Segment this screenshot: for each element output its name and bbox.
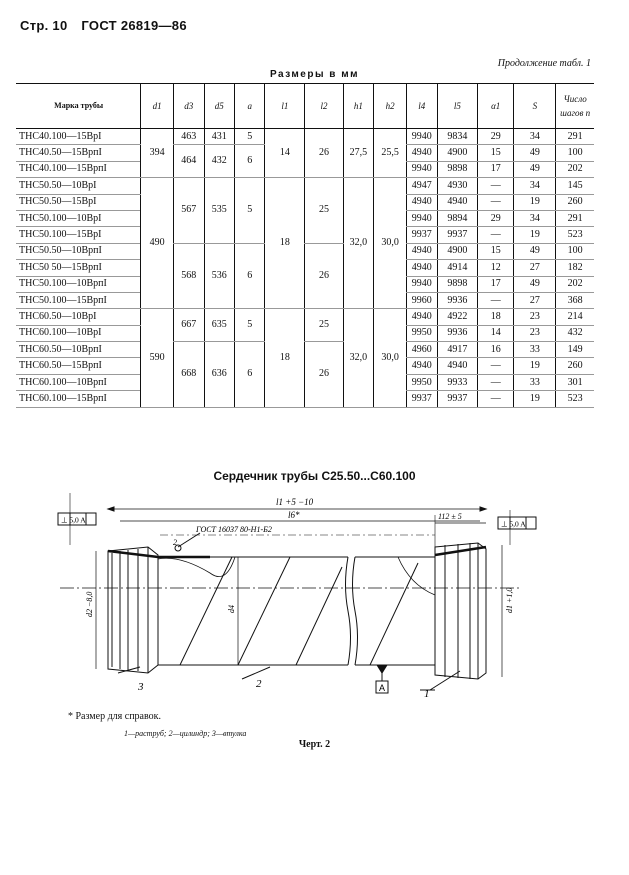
pipe-grade-cell: ТНС40.100—15ВрпI [16,161,141,177]
table-cell: — [478,358,514,374]
table-cell: 18 [265,178,305,309]
table-cell: 9960 [406,292,437,308]
column-header: a [235,84,265,129]
column-header: l2 [305,84,343,129]
table-cell: 33 [514,374,556,390]
pipe-grade-cell: ТНС50.50—15ВрI [16,194,141,210]
pipe-grade-cell: ТНС50.100—15ВрI [16,227,141,243]
table-cell: 9898 [437,161,477,177]
position-2-label: 2 [256,678,262,690]
table-cell: 9834 [437,129,477,145]
pipe-grade-cell: ТНС60.100—10ВрI [16,325,141,341]
d1-cell: 394 [141,129,174,178]
table-cell: 149 [556,342,594,358]
page-header [20,18,187,33]
table-cell: 6 [235,342,265,408]
table-cell: 25 [305,309,343,342]
pipe-grade-cell: ТНС50.100—15ВрпI [16,292,141,308]
table-cell: 4922 [437,309,477,325]
table-cell: 463 [173,129,204,145]
table-cell: 26 [305,129,343,178]
table-cell: — [478,227,514,243]
pipe-grade-cell: ТНС60.50—15ВрпI [16,358,141,374]
table-cell: 9937 [437,227,477,243]
table-cell: — [478,391,514,407]
table-cell: 523 [556,227,594,243]
table-cell: 9937 [437,391,477,407]
table-cell: 432 [556,325,594,341]
column-header: α1 [478,84,514,129]
table-cell: 30,0 [374,178,407,309]
table-row [16,243,594,259]
table-cell: 4940 [406,309,437,325]
table-cell: 4960 [406,342,437,358]
pipe-grade-cell: ТНС50.100—10ВрпI [16,276,141,292]
table-cell: 49 [514,161,556,177]
pipe-grade-cell: ТНС60.100—10ВрпI [16,374,141,390]
table-cell: 17 [478,276,514,292]
table-cell: 635 [204,309,235,342]
legend: 1—раструб; 2—цилиндр; 3—втулка [124,729,247,738]
table-cell: 49 [514,145,556,161]
d1-cell: 490 [141,178,174,309]
table-cell: 535 [204,178,235,244]
table-cell: 9937 [406,391,437,407]
table-cell: 9894 [437,210,477,226]
table-cell: 431 [204,129,235,145]
dim-112-label: 112 ± 5 [438,512,462,521]
table-cell: 5 [235,178,265,244]
pipe-grade-cell: ТНС50.50—10ВрI [16,178,141,194]
column-header: S [514,84,556,129]
table-cell: 9940 [406,210,437,226]
table-cell: 4900 [437,145,477,161]
position-1-label: 1 [424,688,430,700]
table-cell: 291 [556,129,594,145]
tolerance-left: ⊥ 5,0 A [61,515,86,525]
table-cell: 15 [478,243,514,259]
table-cell: — [478,292,514,308]
table-cell: 14 [478,325,514,341]
table-cell: 12 [478,260,514,276]
table-cell: 19 [514,391,556,407]
column-header: l5 [437,84,477,129]
table-cell: 25 [305,178,343,244]
table-cell: 668 [173,342,204,408]
table-cell: 34 [514,210,556,226]
table-cell: 6 [235,243,265,309]
table-cell: 34 [514,178,556,194]
column-header: d1 [141,84,174,129]
table-cell: 18 [265,309,305,407]
table-cell: 9936 [437,325,477,341]
table-cell: 202 [556,161,594,177]
table-cell: 4940 [406,260,437,276]
dim-l1-label: l1 +5 −10 [276,497,314,507]
core-drawing [40,485,560,710]
d4-label: d4 [227,605,236,613]
table-cell: 9950 [406,325,437,341]
tolerance-right: ⊥ 5,0 A [501,519,526,529]
table-cell: 9940 [406,276,437,292]
table-cell: 260 [556,358,594,374]
table-cell: 4900 [437,243,477,259]
table-cell: 368 [556,292,594,308]
table-cell: 27 [514,292,556,308]
footnote: * Размер для справок. [68,711,161,722]
table-cell: 17 [478,161,514,177]
table-cell: 32,0 [343,309,374,407]
dim-l6-label: l6* [288,510,300,520]
table-cell: 19 [514,227,556,243]
table-cell: 49 [514,276,556,292]
table-cell: 9940 [406,161,437,177]
table-cell: 30,0 [374,309,407,407]
table-cell: 182 [556,260,594,276]
pipe-grade-cell: ТНС40.50—15ВрпI [16,145,141,161]
table-row [16,129,594,145]
table-cell: 33 [514,342,556,358]
table-cell: 9936 [437,292,477,308]
table-cell: 5 [235,309,265,342]
table-cell: 27 [514,260,556,276]
table-cell: 32,0 [343,178,374,309]
table-cell: — [478,194,514,210]
pipe-grade-cell: ТНС60.50—10ВрпI [16,342,141,358]
column-header: l1 [265,84,305,129]
column-header: h1 [343,84,374,129]
table-cell: 636 [204,342,235,408]
table-cell: 25,5 [374,129,407,178]
table-cell: 568 [173,243,204,309]
table-cell: 9933 [437,374,477,390]
table-cell: 4917 [437,342,477,358]
table-cell: 260 [556,194,594,210]
table-cell: 214 [556,309,594,325]
table-cell: 464 [173,145,204,178]
dimensions-table [16,83,594,408]
pipe-grade-cell: ТНС50 50—15ВрпI [16,260,141,276]
weld-number: 2 [173,538,177,547]
table-cell: 23 [514,325,556,341]
table-cell: 9950 [406,374,437,390]
d2-label: d2 −8,0 [85,591,94,617]
table-cell: 6 [235,145,265,178]
table-cell: 4940 [437,194,477,210]
table-cell: 567 [173,178,204,244]
table-continuation: Продолжение табл. 1 [497,58,591,69]
table-row [16,342,594,358]
table-cell: 9937 [406,227,437,243]
table-cell: 100 [556,243,594,259]
table-cell: 4940 [437,358,477,374]
pipe-grade-cell: ТНС50.100—10ВрI [16,210,141,226]
pipe-grade-cell: ТНС50.50—10ВрпI [16,243,141,259]
table-cell: 34 [514,129,556,145]
pipe-grade-cell: ТНС40.100—15ВрI [16,129,141,145]
table-cell: — [478,178,514,194]
table-cell: 667 [173,309,204,342]
column-header: d3 [173,84,204,129]
table-cell: 9940 [406,129,437,145]
table-cell: 202 [556,276,594,292]
table-cell: 4940 [406,358,437,374]
table-cell: 536 [204,243,235,309]
column-header: Марка трубы [16,84,141,129]
table-cell: 432 [204,145,235,178]
column-header: h2 [374,84,407,129]
table-title: Размеры в мм [269,69,360,80]
gost-number: ГОСТ 26819—86 [81,18,187,33]
table-cell: 19 [514,194,556,210]
table-cell: 523 [556,391,594,407]
column-header: d5 [204,84,235,129]
table-cell: 27,5 [343,129,374,178]
table-cell: 23 [514,309,556,325]
page-number: Стр. 10 [20,18,68,33]
table-cell: 4940 [406,243,437,259]
table-cell: 49 [514,243,556,259]
table-cell: 18 [478,309,514,325]
table-cell: 9898 [437,276,477,292]
d1-label: d1 +1,0 [505,587,514,613]
table-cell: 301 [556,374,594,390]
table-cell: 26 [305,243,343,309]
pipe-grade-cell: ТНС60.50—10ВрI [16,309,141,325]
table-cell: 4940 [406,194,437,210]
table-cell: 29 [478,129,514,145]
table-cell: 100 [556,145,594,161]
table-cell: 145 [556,178,594,194]
table-cell: 26 [305,342,343,408]
drawing-title: Сердечник трубы С25.50...С60.100 [213,469,416,483]
table-cell: 16 [478,342,514,358]
figure-caption: Черт. 2 [298,739,331,750]
table-cell: 15 [478,145,514,161]
table-cell: 19 [514,358,556,374]
position-3-label: 3 [138,681,144,693]
d1-cell: 590 [141,309,174,407]
table-cell: 4930 [437,178,477,194]
table-cell: 14 [265,129,305,178]
gost-weld-note: ГОСТ 16037 80-Н1-Б2 [196,525,272,534]
table-row [16,309,594,325]
column-header: l4 [406,84,437,129]
table-cell: 29 [478,210,514,226]
table-row [16,178,594,194]
table-cell: 4914 [437,260,477,276]
table-cell: 291 [556,210,594,226]
column-header: Число шагов n [556,84,594,129]
table-cell: — [478,374,514,390]
table-cell: 4940 [406,145,437,161]
table-cell: 5 [235,129,265,145]
datum-a-label: A [379,683,386,693]
pipe-grade-cell: ТНС60.100—15ВрпI [16,391,141,407]
table-cell: 4947 [406,178,437,194]
